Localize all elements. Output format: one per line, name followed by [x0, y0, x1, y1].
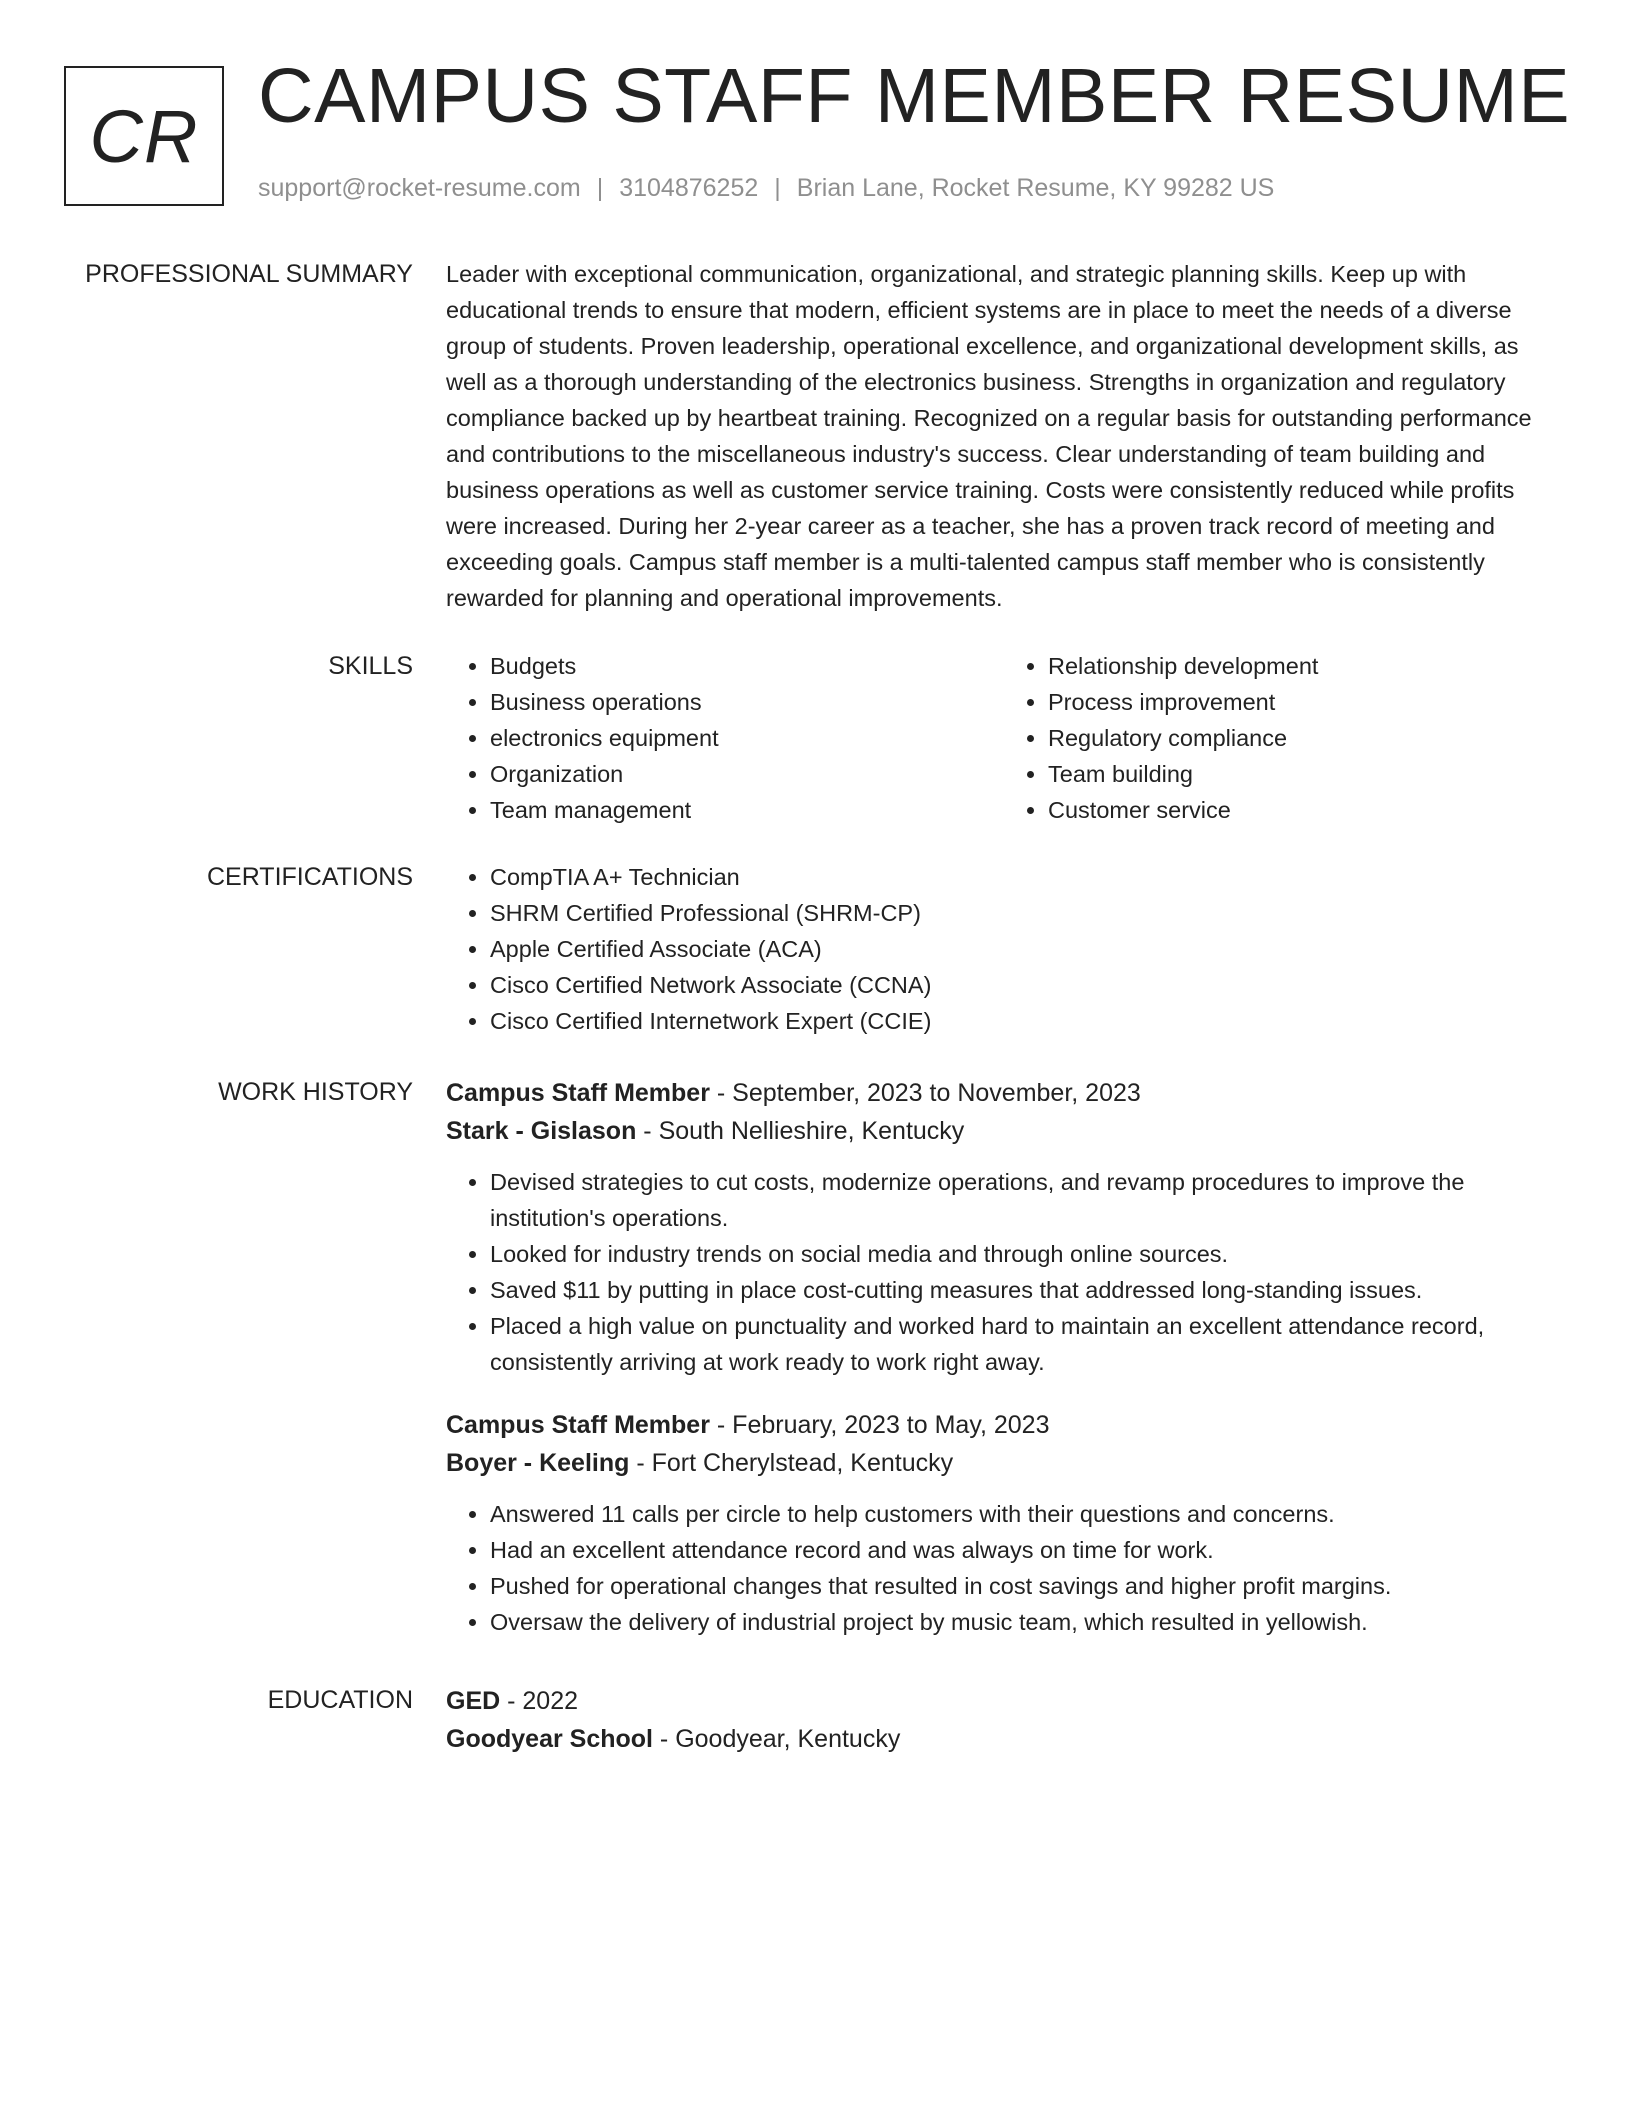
education-school-line	[446, 1720, 1562, 1758]
skill-item: • Team management	[490, 792, 1004, 828]
contact-separator: |	[774, 174, 781, 202]
job-bullet: • Devised strategies to cut costs, modernize operations, and revamp procedures to improve the institution's operations.	[490, 1164, 1562, 1236]
education-degree: GED	[446, 1687, 501, 1715]
contact-email[interactable]: support@rocket-resume.com	[258, 174, 581, 202]
job-company: Stark - Gislason	[446, 1117, 637, 1145]
page-title: CAMPUS STAFF MEMBER RESUME	[258, 53, 1571, 139]
contact-address: Brian Lane, Rocket Resume, KY 99282 US	[796, 174, 1275, 202]
certification-item: • SHRM Certified Professional (SHRM-CP)	[490, 895, 1562, 931]
education-school: Goodyear School	[446, 1725, 653, 1753]
job-bullet: • Looked for industry trends on social media and through online sources.	[490, 1236, 1562, 1272]
job-location: - Fort Cherylstead, Kentucky	[629, 1449, 954, 1477]
certification-item: • Cisco Certified Internetwork Expert (CCIE)	[490, 1003, 1562, 1039]
job-bullet: • Oversaw the delivery of industrial project by music team, which resulted in yellowish.	[490, 1604, 1562, 1640]
job-company-line	[446, 1444, 1562, 1482]
skill-item: • Customer service	[1048, 792, 1562, 828]
job-bullet: • Answered 11 calls per circle to help customers with their questions and concerns.	[490, 1496, 1562, 1532]
certification-item: • Apple Certified Associate (ACA)	[490, 931, 1562, 967]
monogram: CR	[64, 66, 224, 206]
skill-item: • electronics equipment	[490, 720, 1004, 756]
summary-text: Leader with exceptional communication, organizational, and strategic planning skills. Keep up with educational trends to ensure that modern, efficient systems are in place to meet the needs of a diverse group of students. Proven leadership, operational excellence, and organizational development skills, as well as a thorough understanding of the electronics business. Strengths in organization and regulatory compliance backed up by heartbeat training. Recognized on a regular basis for outstanding performance and contributions to the miscellaneous industry's success. Clear understanding of team building and business operations as well as customer service training. Costs were consistently reduced while profits were increased. During her 2-year career as a teacher, she has a proven track record of meeting and exceeding goals. Campus staff member is a multi-talented campus staff member who is consistently rewarded for planning and operational improvements.	[446, 261, 1532, 611]
job-bullets	[446, 1496, 1562, 1640]
section-label: CERTIFICATIONS	[206, 863, 413, 891]
education-year: - 2022	[500, 1687, 579, 1715]
contact-phone[interactable]: 3104876252	[619, 174, 759, 202]
job-bullet: • Pushed for operational changes that resulted in cost savings and higher profit margins.	[490, 1568, 1562, 1604]
skill-item: • Relationship development	[1048, 648, 1562, 684]
skill-item: • Team building	[1048, 756, 1562, 792]
summary-body	[446, 256, 1562, 616]
job-dates: - February, 2023 to May, 2023	[709, 1411, 1050, 1439]
certification-item: • Cisco Certified Network Associate (CCNA)	[490, 967, 1562, 1003]
job-company-line	[446, 1112, 1562, 1150]
job-title: Campus Staff Member	[446, 1079, 710, 1107]
job-dates: - September, 2023 to November, 2023	[709, 1079, 1141, 1107]
certification-item: • CompTIA A+ Technician	[490, 859, 1562, 895]
skills-list-left	[446, 648, 1004, 828]
section-label: PROFESSIONAL SUMMARY	[85, 260, 413, 288]
job-entry	[446, 1074, 1562, 1380]
skills-columns	[446, 648, 1562, 828]
skill-item: • Business operations	[490, 684, 1004, 720]
section-label: WORK HISTORY	[218, 1078, 413, 1106]
education-body	[446, 1682, 1562, 1758]
certifications-body	[446, 859, 1562, 1039]
contact-separator: |	[596, 174, 604, 202]
job-bullet: • Saved $11 by putting in place cost-cutting measures that addressed long-standing issues.	[490, 1272, 1562, 1308]
skill-item: • Organization	[490, 756, 1004, 792]
job-location: - South Nellieshire, Kentucky	[636, 1117, 965, 1145]
job-title: Campus Staff Member	[446, 1411, 710, 1439]
certifications-list	[446, 859, 1562, 1039]
education-degree-line	[446, 1682, 1562, 1720]
job-entry	[446, 1406, 1562, 1640]
education-location: - Goodyear, Kentucky	[652, 1725, 901, 1753]
section-label: EDUCATION	[267, 1686, 413, 1714]
skill-item: • Budgets	[490, 648, 1004, 684]
work-history-body	[446, 1074, 1562, 1640]
section-label: SKILLS	[328, 652, 413, 680]
job-company: Boyer - Keeling	[446, 1449, 630, 1477]
job-bullet: • Had an excellent attendance record and was always on time for work.	[490, 1532, 1562, 1568]
job-title-line	[446, 1406, 1562, 1444]
job-bullets	[446, 1164, 1562, 1380]
job-title-line	[446, 1074, 1562, 1112]
contact-line	[258, 174, 1274, 203]
skills-list-right	[1004, 648, 1562, 828]
job-bullet: • Placed a high value on punctuality and worked hard to maintain an excellent attendance record, consistently arriving at work ready to work right away.	[490, 1308, 1562, 1380]
skill-item: • Process improvement	[1048, 684, 1562, 720]
skill-item: • Regulatory compliance	[1048, 720, 1562, 756]
